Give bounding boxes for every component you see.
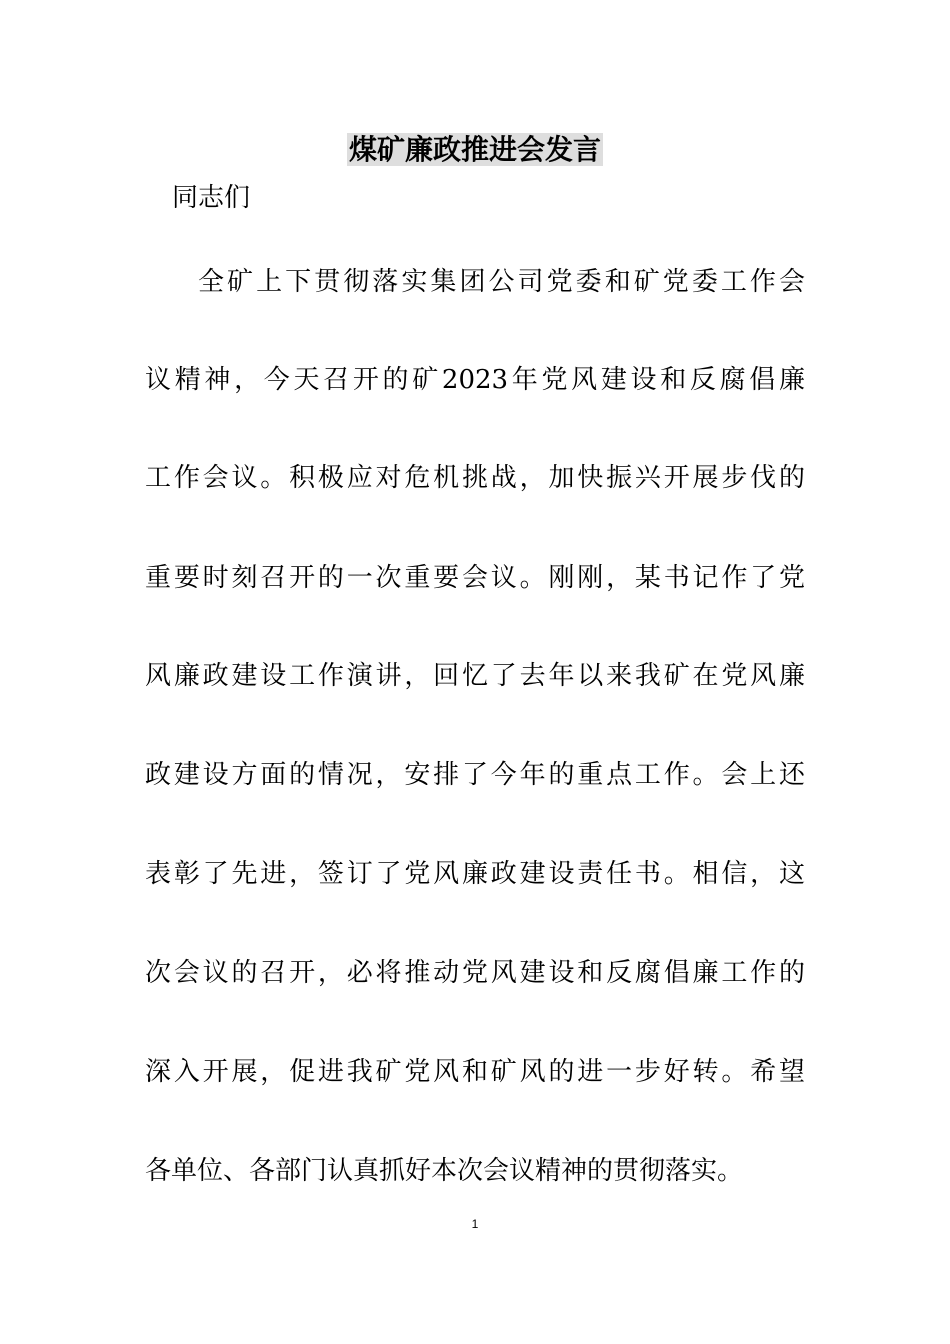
page-number: 1 (471, 1217, 479, 1231)
paragraph-line: 工作会议。积极应对危机挑战，加快振兴开展步伐的 (145, 463, 805, 493)
paragraph-line: 各单位、各部门认真抓好本次会议精神的贯彻落实。 (145, 1156, 744, 1186)
paragraph-line: 次会议的召开，必将推动党风建设和反腐倡廉工作的 (145, 958, 805, 988)
salutation: 同志们 (172, 183, 251, 213)
paragraph-line: 议精神，今天召开的矿2023年党风建设和反腐倡廉 (145, 365, 805, 395)
paragraph-line: 风廉政建设工作演讲，回忆了去年以来我矿在党风廉 (145, 661, 805, 691)
paragraph-line: 政建设方面的情况，安排了今年的重点工作。会上还 (145, 760, 805, 790)
paragraph-line: 全矿上下贯彻落实集团公司党委和矿党委工作会 (198, 267, 805, 297)
document-title (0, 132, 950, 168)
paragraph-line: 重要时刻召开的一次重要会议。刚刚，某书记作了党 (145, 563, 805, 593)
paragraph-line: 深入开展，促进我矿党风和矿风的进一步好转。希望 (145, 1057, 805, 1087)
paragraph-line: 表彰了先进，签订了党风廉政建设责任书。相信，这 (145, 859, 805, 889)
document-title-text: 煤矿廉政推进会发言 (348, 133, 601, 166)
